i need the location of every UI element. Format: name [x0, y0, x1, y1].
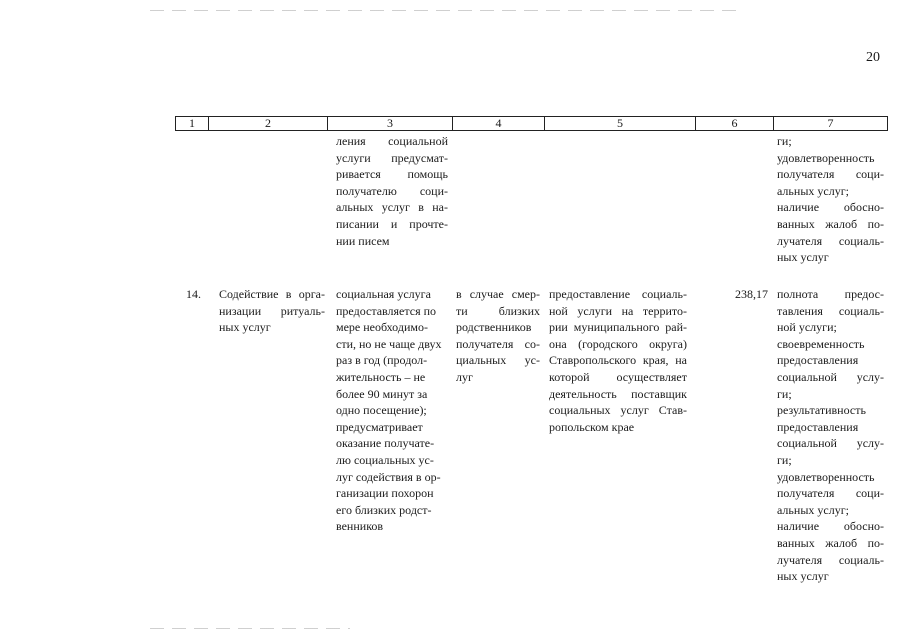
row-col5-line: предоставление социаль- — [549, 287, 687, 301]
row-col2-cell — [219, 286, 325, 336]
row-col4-line: ти близких — [456, 303, 540, 318]
row-col5-line: социальных услуг Став- — [549, 403, 687, 418]
header-col-2: 2 — [209, 117, 328, 130]
row-col7-line: ванных жалоб по- — [777, 535, 884, 550]
row-col7-line: своевременность — [777, 336, 865, 351]
cont-col7-line: удовлетворенность — [777, 150, 875, 165]
header-col-7: 7 — [827, 116, 834, 130]
row-col4-line: луг — [456, 369, 473, 384]
row-col7-line: ной услуги; — [777, 320, 837, 335]
cont-col3-line: получателю соци- — [336, 183, 448, 198]
row-col4-line: получателя со- — [456, 336, 540, 351]
row-col3-line: луг содействия в ор- — [336, 469, 441, 484]
table-header-row — [175, 116, 888, 131]
row-col4-cell — [456, 286, 540, 386]
row-col2-line: Содействие в орга- — [219, 287, 325, 301]
cont-col7-line: ных услуг — [777, 250, 829, 265]
row-col7-line: ги; — [777, 386, 792, 401]
header-col-5: 5 — [545, 117, 696, 130]
scan-artifact-top — [150, 10, 740, 11]
page-number: 20 — [866, 50, 880, 65]
row-col3-line: оказание получате- — [336, 436, 435, 451]
header-col-6: 6 — [696, 117, 774, 130]
row-col5-cell — [549, 286, 687, 435]
row-col3-line: лю социальных ус- — [336, 452, 434, 467]
cont-col7-line: ванных жалоб по- — [777, 216, 884, 231]
row-col7-cell — [777, 286, 884, 585]
cont-col7-line: наличие обосно- — [777, 200, 884, 215]
row-col7-line: ги; — [777, 452, 792, 467]
row-col7-line: социальной услу- — [777, 369, 884, 384]
row-col5-line: которой осуществляет — [549, 369, 687, 384]
row-col7-line: лучателя социаль- — [777, 552, 884, 567]
row-col5-line: деятельность поставщик — [549, 386, 687, 401]
row-col5-line: рии муниципального рай- — [549, 320, 687, 335]
header-col-3: 3 — [328, 117, 453, 130]
row-col4-line: родственников — [456, 320, 532, 335]
cont-col7-line: ги; — [777, 134, 792, 148]
row-col3-line: предоставляется по — [336, 303, 437, 318]
row-col3-line: социальная услуга — [336, 287, 431, 301]
row-col5-line: Ставропольского края, на — [549, 353, 687, 368]
row-col7-line: альных услуг; — [777, 502, 849, 517]
row-col5-line: она (городского округа) — [549, 336, 687, 351]
cont-col7-line: альных услуг; — [777, 183, 849, 198]
cont-col3-line: ривается помощь — [336, 167, 448, 182]
row-col7-line: предоставления — [777, 353, 859, 368]
row-col3-line: мере необходимо- — [336, 320, 428, 335]
row-col7-line: тавления социаль- — [777, 303, 884, 318]
row-col7-line: результативность — [777, 403, 866, 418]
row-col3-line: венников — [336, 519, 384, 534]
row-col4-line: циальных ус- — [456, 353, 540, 368]
row-col3-line: сти, но не чаще двух — [336, 336, 442, 351]
row-col5-line: ной услуги на террито- — [549, 303, 687, 318]
row-col3-line: одно посещение); — [336, 403, 427, 418]
cont-col3-line: услуги предусмат- — [336, 150, 448, 165]
row-col3-cell — [336, 286, 448, 535]
cont-col7-line: лучателя социаль- — [777, 233, 884, 248]
row-col7-line: наличие обосно- — [777, 519, 884, 534]
row-col3-line: ганизации похорон — [336, 486, 434, 501]
row-col3-line: жительность – не — [336, 369, 426, 384]
cont-col3-line: альных услуг в на- — [336, 200, 448, 215]
cont-col3-line: писании и прочте- — [336, 216, 448, 231]
row-number: 14. — [186, 287, 201, 301]
row-col7-line: удовлетворенность — [777, 469, 875, 484]
cont-col3-cell — [336, 133, 448, 249]
row-col3-line: более 90 минут за — [336, 386, 428, 401]
cont-col7-line: получателя соци- — [777, 167, 884, 182]
row-col3-line: раз в год (продол- — [336, 353, 428, 368]
row-col7-line: социальной услу- — [777, 436, 884, 451]
row-col4-line: в случае смер- — [456, 287, 540, 301]
row-col2-line: ных услуг — [219, 320, 271, 335]
row-col7-line: ных услуг — [777, 569, 829, 584]
row-col7-line: полнота предос- — [777, 287, 884, 301]
row-col5-line: ропольском крае — [549, 419, 635, 434]
scan-artifact-bottom — [150, 628, 350, 629]
row-col2-line: низации ритуаль- — [219, 303, 325, 318]
cont-col3-line: ления социальной — [336, 134, 448, 148]
header-col-4: 4 — [453, 117, 545, 130]
cont-col7-cell — [777, 133, 884, 266]
row-col3-line: предусматривает — [336, 419, 423, 434]
row-col3-line: его близких родст- — [336, 502, 432, 517]
row-col7-line: предоставления — [777, 419, 859, 434]
row-cost-value: 238,17 — [735, 287, 768, 301]
cont-col3-line: нии писем — [336, 233, 390, 248]
header-col-1: 1 — [176, 117, 209, 130]
row-col7-line: получателя соци- — [777, 486, 884, 501]
